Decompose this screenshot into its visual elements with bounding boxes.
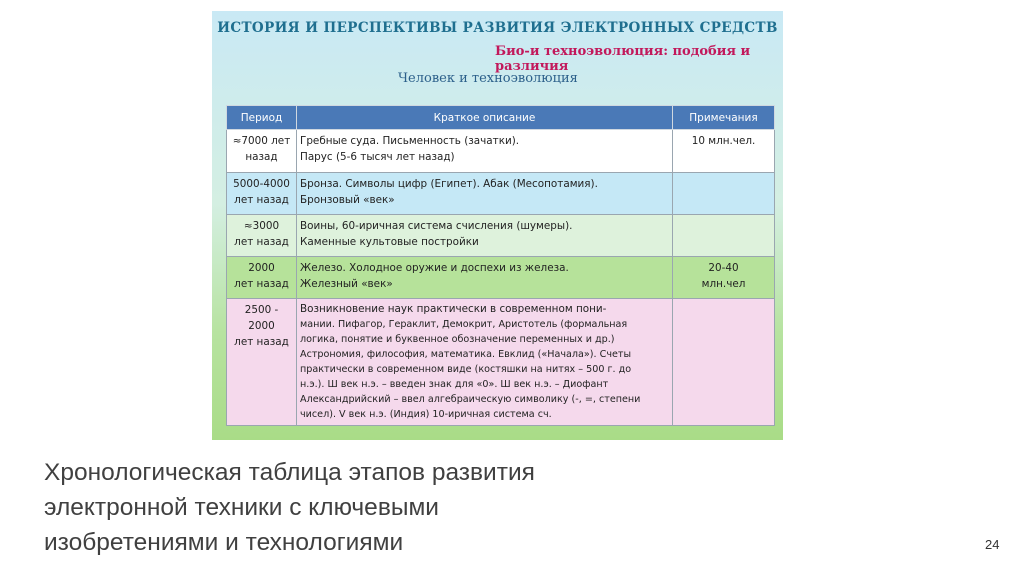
- note-line: 10 млн.чел.: [691, 135, 756, 147]
- column-header-description: Краткое описание: [297, 106, 673, 130]
- note-cell: [673, 173, 775, 215]
- caption-line: изобретениями и технологиями: [44, 529, 404, 556]
- note-line: 20-40: [708, 262, 739, 274]
- description-line: Бронза. Символы цифр (Египет). Абак (Месопотамия).: [300, 178, 598, 190]
- period-line: назад: [245, 151, 278, 163]
- period-line: 2000: [248, 262, 275, 274]
- period-line: лет назад: [234, 336, 289, 348]
- description-cell: [297, 215, 673, 257]
- note-line: млн.чел: [701, 278, 746, 290]
- period-cell: [227, 215, 297, 257]
- description-line: Астрономия, философия, математика. Евклид («Начала»). Счеты: [300, 349, 632, 360]
- description-cell: [297, 130, 673, 173]
- description-line: Воины, 60-иричная система счисления (шумеры).: [300, 220, 573, 232]
- period-line: 5000-4000: [233, 178, 290, 190]
- table-row: [227, 130, 775, 173]
- period-line: лет назад: [234, 278, 289, 290]
- image-section-title: Человек и техноэволюция: [398, 71, 578, 86]
- table-row: [227, 173, 775, 215]
- description-cell: [297, 257, 673, 299]
- note-cell: [673, 215, 775, 257]
- description-line: Парус (5-6 тысяч лет назад): [300, 151, 455, 163]
- image-header-subtitle: Био-и техноэволюция: подобия и различия: [495, 44, 751, 74]
- column-header-period: Период: [227, 106, 297, 130]
- description-line: н.э.). Ш век н.э. – введен знак для «0». Ш век н.э. – Диофант: [300, 379, 609, 390]
- table-header-row: [227, 106, 775, 130]
- period-line: ≈7000 лет: [232, 135, 291, 147]
- note-cell: [673, 299, 775, 426]
- image-header-title: ИСТОРИЯ И ПЕРСПЕКТИВЫ РАЗВИТИЯ ЭЛЕКТРОННЫХ СРЕДСТВ: [217, 20, 778, 36]
- chronology-table: [226, 105, 775, 426]
- description-cell: [297, 299, 673, 426]
- page-number: 24: [985, 537, 1000, 552]
- period-line: лет назад: [234, 236, 289, 248]
- caption-line: Хронологическая таблица этапов развития: [44, 459, 535, 486]
- description-cell: [297, 173, 673, 215]
- description-line: практически в современном виде (костяшки на нитях – 500 г. до: [300, 364, 632, 375]
- description-line: логика, понятие и буквенное обозначение переменных и др.): [300, 334, 615, 345]
- slide-caption: [44, 455, 684, 560]
- description-line: Железо. Холодное оружие и доспехи из железа.: [300, 262, 569, 274]
- slide-image: [212, 11, 783, 440]
- period-line: 2000: [248, 320, 275, 332]
- table-row: [227, 299, 775, 426]
- note-cell: [673, 257, 775, 299]
- description-line: Александрийский – ввел алгебраическую символику (-, =, степени: [300, 394, 641, 405]
- period-cell: [227, 257, 297, 299]
- column-header-notes: Примечания: [673, 106, 775, 130]
- period-line: ≈3000: [243, 220, 280, 232]
- period-cell: [227, 130, 297, 173]
- table-row: [227, 215, 775, 257]
- caption-line: электронной техники с ключевыми: [44, 494, 439, 521]
- description-line: Каменные культовые постройки: [300, 236, 479, 248]
- period-line: 2500 -: [244, 304, 279, 316]
- description-line: мании. Пифагор, Гераклит, Демокрит, Аристотель (формальная: [300, 319, 628, 330]
- description-line: Возникновение наук практически в современном пони-: [300, 303, 607, 315]
- period-cell: [227, 173, 297, 215]
- note-cell: [673, 130, 775, 173]
- description-line: Железный «век»: [300, 278, 393, 290]
- table-row: [227, 257, 775, 299]
- description-line: Гребные суда. Письменность (зачатки).: [300, 135, 520, 147]
- description-line: чисел). V век н.э. (Индия) 10-иричная система сч.: [300, 409, 552, 420]
- description-line: Бронзовый «век»: [300, 194, 395, 206]
- period-line: лет назад: [234, 194, 289, 206]
- period-cell: [227, 299, 297, 426]
